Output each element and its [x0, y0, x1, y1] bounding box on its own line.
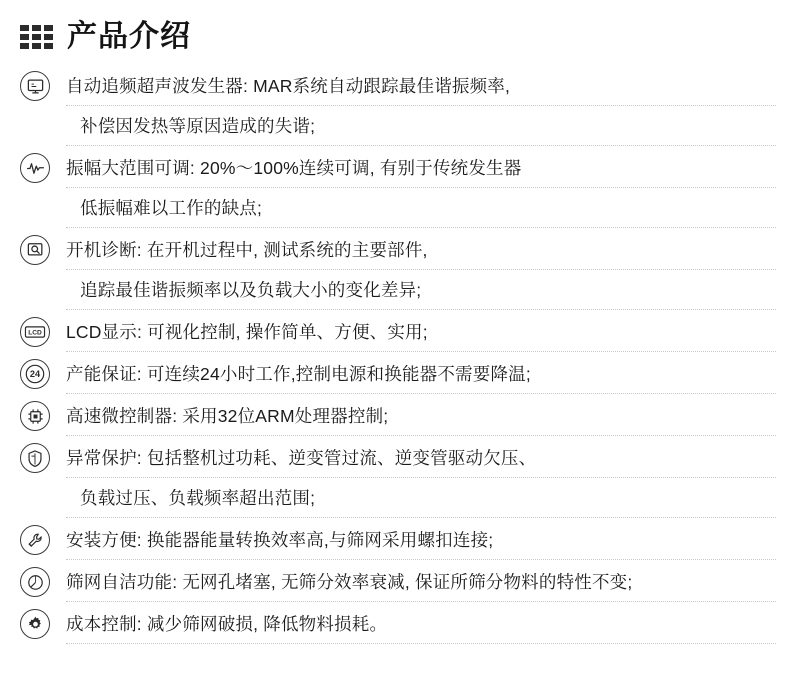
list-item [14, 562, 776, 602]
list-item [14, 354, 776, 394]
list-item [14, 396, 776, 436]
gear-icon [20, 609, 50, 639]
feature-list [14, 66, 776, 644]
feature-line: 振幅大范围可调: 20%～100%连续可调, 有别于传统发生器 [66, 148, 776, 188]
chip-icon [20, 401, 50, 431]
magnifier-search-icon [20, 235, 50, 265]
list-item [14, 230, 776, 310]
feature-line: 安装方便: 换能器能量转换效率高,与筛网采用螺扣连接; [66, 520, 776, 560]
lcd-icon [20, 317, 50, 347]
24-hours-icon [20, 359, 50, 389]
grid-icon [20, 25, 53, 49]
feature-line: 成本控制: 减少筛网破损, 降低物料损耗。 [66, 604, 776, 644]
shield-icon [20, 443, 50, 473]
svg-text:LCD: LCD [28, 329, 42, 337]
list-item [14, 312, 776, 352]
list-item [14, 604, 776, 644]
waveform-icon [20, 153, 50, 183]
svg-text:24: 24 [29, 369, 41, 380]
feature-line: 产能保证: 可连续24小时工作,控制电源和换能器不需要降温; [66, 354, 776, 394]
page-title: 产品介绍 [67, 20, 191, 53]
feature-line: 低振幅难以工作的缺点; [66, 188, 776, 228]
feature-line: 高速微控制器: 采用32位ARM处理器控制; [66, 396, 776, 436]
feature-line: LCD显示: 可视化控制, 操作简单、方便、实用; [66, 312, 776, 352]
monitor-icon [20, 71, 50, 101]
page-header [14, 22, 776, 52]
feature-line: 追踪最佳谐振频率以及负载大小的变化差异; [66, 270, 776, 310]
list-item [14, 438, 776, 518]
feature-line: 筛网自洁功能: 无网孔堵塞, 无筛分效率衰减, 保证所筛分物料的特性不变; [66, 562, 776, 602]
feature-line: 异常保护: 包括整机过功耗、逆变管过流、逆变管驱动欠压、 [66, 438, 776, 478]
mesh-clean-icon [20, 567, 50, 597]
list-item [14, 66, 776, 146]
feature-line: 补偿因发热等原因造成的失谐; [66, 106, 776, 146]
feature-line: 开机诊断: 在开机过程中, 测试系统的主要部件, [66, 230, 776, 270]
list-item [14, 148, 776, 228]
list-item [14, 520, 776, 560]
feature-line: 负载过压、负载频率超出范围; [66, 478, 776, 518]
wrench-icon [20, 525, 50, 555]
feature-line: 自动追频超声波发生器: MAR系统自动跟踪最佳谐振频率, [66, 66, 776, 106]
